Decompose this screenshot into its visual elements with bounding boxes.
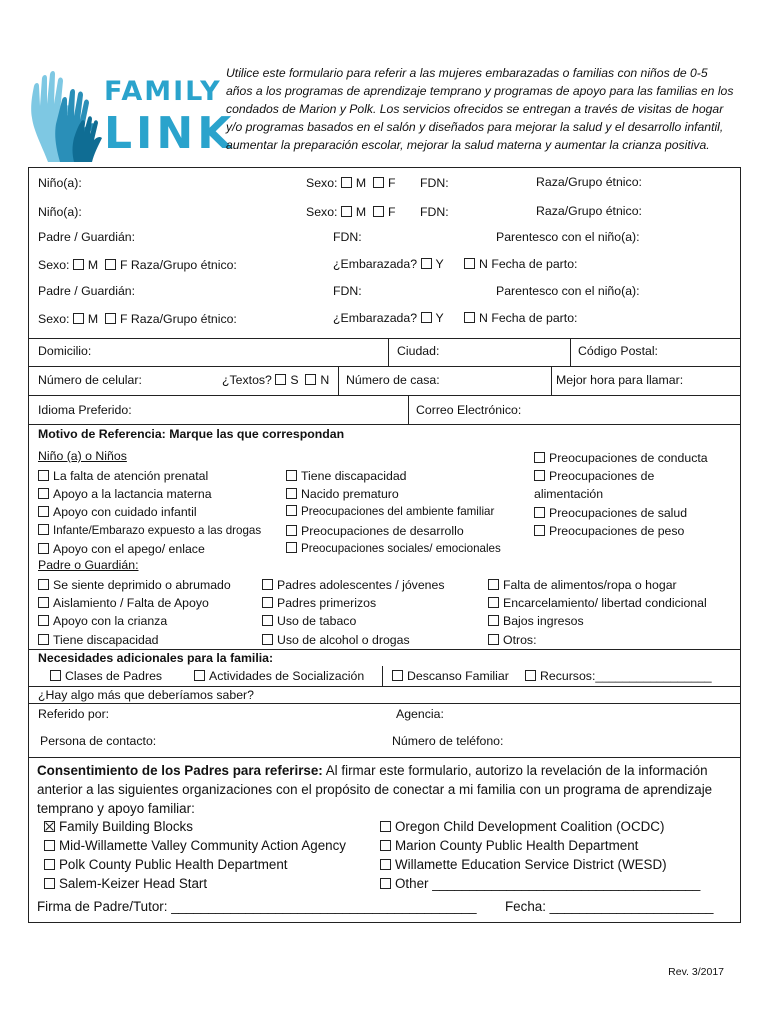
reason-label: Tiene discapacidad bbox=[53, 632, 159, 647]
org-label: Marion County Public Health Department bbox=[395, 838, 639, 853]
parent-reasons-col2 bbox=[262, 576, 444, 649]
reason-checkbox[interactable] bbox=[38, 488, 49, 499]
reason-checkbox[interactable] bbox=[286, 488, 297, 499]
org-item bbox=[44, 817, 346, 836]
reason-item bbox=[38, 467, 261, 485]
org-item bbox=[380, 855, 700, 874]
col-line bbox=[382, 666, 383, 686]
sex-f-checkbox[interactable] bbox=[105, 313, 116, 324]
reason-label: Padres primerizos bbox=[277, 596, 377, 611]
table-right-border bbox=[740, 167, 741, 922]
children-section-label: Niño (a) o Niños bbox=[38, 449, 127, 463]
org-item bbox=[380, 874, 700, 893]
reason-label: Encarcelamiento/ libertad condicional bbox=[503, 596, 707, 611]
child-label: Niño(a): bbox=[38, 205, 82, 219]
reason-checkbox[interactable] bbox=[286, 525, 297, 536]
revision-label: Rev. 3/2017 bbox=[668, 966, 724, 978]
signature-field[interactable]: Firma de Padre/Tutor: _________________________________________ bbox=[37, 899, 477, 914]
consent-title: Consentimiento de los Padres para referirse: bbox=[37, 763, 323, 778]
reason-label: Preocupaciones del ambiente familiar bbox=[301, 505, 495, 519]
pregnant-yes-checkbox[interactable] bbox=[421, 258, 432, 269]
col-line bbox=[338, 366, 339, 395]
reason-checkbox[interactable] bbox=[262, 597, 273, 608]
reason-item bbox=[262, 612, 444, 630]
reason-item bbox=[38, 631, 231, 649]
org-checkbox[interactable] bbox=[44, 878, 55, 889]
parent-label: Padre / Guardián: bbox=[38, 230, 136, 244]
sex-f-label: F bbox=[387, 205, 396, 219]
sex-m-label: M bbox=[87, 312, 99, 326]
reason-item bbox=[38, 612, 231, 630]
need-item bbox=[392, 669, 509, 683]
parent-dob-label: FDN: bbox=[333, 230, 362, 244]
reason-label: Preocupaciones de salud bbox=[549, 505, 688, 520]
child-race-label: Raza/Grupo étnico: bbox=[536, 175, 642, 189]
need-checkbox[interactable] bbox=[392, 670, 403, 681]
org-label: Mid-Willamette Valley Community Action Agency bbox=[59, 838, 347, 853]
row-line bbox=[28, 338, 741, 339]
due-date-label: Fecha de parto: bbox=[491, 311, 578, 325]
reason-checkbox[interactable] bbox=[488, 579, 499, 590]
sex-m-label: M bbox=[87, 258, 99, 272]
col-line bbox=[570, 338, 571, 366]
sex-m-checkbox[interactable] bbox=[73, 313, 84, 324]
child-sex-group bbox=[306, 205, 395, 219]
reason-item bbox=[286, 540, 501, 558]
child-dob-label: FDN: bbox=[420, 176, 449, 190]
pregnant-group bbox=[333, 257, 444, 271]
reason-checkbox[interactable] bbox=[534, 525, 545, 536]
col-line bbox=[551, 366, 552, 395]
need-item bbox=[50, 669, 162, 683]
reason-label: Preocupaciones sociales/ emocionales bbox=[301, 541, 501, 555]
cell-phone-label: Número de celular: bbox=[38, 373, 142, 387]
sex-m-checkbox[interactable] bbox=[341, 177, 352, 188]
sex-label: Sexo: bbox=[306, 205, 338, 219]
reason-label: Preocupaciones de conducta bbox=[549, 451, 708, 465]
texts-group bbox=[222, 373, 329, 387]
reason-label-cont: alimentación bbox=[534, 487, 604, 502]
consent-paragraph bbox=[37, 761, 737, 818]
phone-number-label: Número de teléfono: bbox=[392, 734, 504, 748]
reason-item bbox=[534, 449, 708, 467]
reason-item bbox=[38, 503, 261, 521]
reason-label: La falta de atención prenatal bbox=[53, 469, 209, 483]
child-race-label: Raza/Grupo étnico: bbox=[536, 204, 642, 218]
reason-checkbox[interactable] bbox=[38, 597, 49, 608]
contact-person-label: Persona de contacto: bbox=[40, 734, 157, 748]
pregnant-no-group bbox=[464, 257, 577, 271]
zip-label: Código Postal: bbox=[578, 344, 658, 358]
family-link-logo bbox=[26, 66, 236, 166]
orgs-left bbox=[44, 817, 346, 893]
pregnant-no-group bbox=[464, 311, 577, 325]
pregnant-yes-label: Y bbox=[435, 311, 444, 325]
table-left-border bbox=[28, 167, 29, 922]
reason-checkbox[interactable] bbox=[534, 452, 545, 463]
row-line bbox=[28, 424, 741, 425]
child-dob-label: FDN: bbox=[420, 205, 449, 219]
parent-race-label: Raza/Grupo étnico: bbox=[130, 258, 237, 272]
org-label: Family Building Blocks bbox=[59, 819, 193, 834]
org-label: Oregon Child Development Coalition (OCDC) bbox=[395, 819, 665, 834]
reason-item bbox=[38, 576, 231, 594]
more-info-label: ¿Hay algo más que deberíamos saber? bbox=[38, 688, 254, 702]
row-line bbox=[28, 649, 741, 650]
reason-label: Apoyo con la crianza bbox=[53, 614, 168, 629]
texts-yes-checkbox[interactable] bbox=[275, 374, 286, 385]
reason-label: Preocupaciones de desarrollo bbox=[301, 523, 464, 538]
reason-item bbox=[534, 467, 708, 485]
row-line bbox=[28, 686, 741, 687]
reason-item bbox=[286, 467, 501, 485]
reason-label: Falta de alimentos/ropa o hogar bbox=[503, 578, 677, 592]
logo-text-family: FAMILY bbox=[104, 76, 222, 107]
row-line bbox=[28, 395, 741, 396]
sex-f-checkbox[interactable] bbox=[105, 259, 116, 270]
reason-checkbox[interactable] bbox=[38, 579, 49, 590]
reason-checkbox[interactable] bbox=[38, 615, 49, 626]
pregnant-no-checkbox[interactable] bbox=[464, 258, 475, 269]
org-checkbox[interactable] bbox=[380, 878, 391, 889]
org-label: Willamette Education Service District (WESD) bbox=[395, 857, 667, 872]
row-line bbox=[28, 757, 741, 758]
city-label: Ciudad: bbox=[397, 344, 440, 358]
pregnant-label: ¿Embarazada? bbox=[333, 311, 418, 325]
reason-item bbox=[534, 504, 708, 522]
parent-race-label: Raza/Grupo étnico: bbox=[130, 312, 237, 326]
reason-checkbox[interactable] bbox=[262, 579, 273, 590]
sex-label: Sexo: bbox=[38, 258, 70, 272]
row-line bbox=[28, 703, 741, 704]
need-checkbox[interactable] bbox=[525, 670, 536, 681]
child-label: Niño(a): bbox=[38, 176, 82, 190]
org-item bbox=[44, 855, 346, 874]
date-field[interactable]: Fecha: ______________________ bbox=[505, 899, 714, 914]
sex-f-checkbox[interactable] bbox=[373, 206, 384, 217]
need-label: Clases de Padres bbox=[65, 669, 163, 683]
address-label: Domicilio: bbox=[38, 344, 92, 358]
need-label: Descanso Familiar bbox=[407, 669, 509, 683]
org-checkbox-checked[interactable] bbox=[44, 821, 55, 832]
row-line bbox=[28, 167, 741, 168]
sex-f-label: F bbox=[387, 176, 396, 190]
reason-item bbox=[38, 594, 231, 612]
reason-label: Preocupaciones de bbox=[549, 469, 655, 484]
email-label: Correo Electrónico: bbox=[416, 403, 522, 417]
reason-label: Apoyo con el apego/ enlace bbox=[53, 541, 205, 556]
parent-reasons-col1 bbox=[38, 576, 231, 649]
reason-label: Apoyo con cuidado infantil bbox=[53, 505, 197, 520]
referred-by-label: Referido por: bbox=[38, 707, 110, 721]
children-reasons-col2 bbox=[286, 467, 501, 558]
row-line bbox=[28, 922, 741, 923]
need-checkbox[interactable] bbox=[194, 670, 205, 681]
children-reasons-col1 bbox=[38, 467, 261, 558]
org-label: Salem-Keizer Head Start bbox=[59, 876, 208, 891]
need-label: Actividades de Socialización bbox=[209, 669, 365, 683]
consent-text: Al firmar este formulario, autorizo la revelación de la información anterior a las siguientes organizaciones con el propósito de conectar a mi familia con un programa de aprendizaje temprano y apoyo familiar: bbox=[37, 763, 713, 816]
reason-label: Bajos ingresos bbox=[503, 614, 584, 629]
language-label: Idioma Preferido: bbox=[38, 403, 132, 417]
reason-label: Nacido prematuro bbox=[301, 487, 399, 502]
need-item bbox=[194, 669, 364, 683]
pregnant-no-label: N bbox=[479, 257, 488, 271]
reason-item bbox=[38, 522, 261, 540]
reason-checkbox[interactable] bbox=[286, 470, 297, 481]
parent-label: Padre / Guardián: bbox=[38, 284, 136, 298]
reason-checkbox[interactable] bbox=[38, 506, 49, 517]
sex-m-label: M bbox=[355, 205, 367, 219]
reason-checkbox[interactable] bbox=[534, 507, 545, 518]
reason-label: Otros: bbox=[503, 632, 537, 647]
org-checkbox[interactable] bbox=[380, 859, 391, 870]
reason-checkbox[interactable] bbox=[262, 615, 273, 626]
org-item bbox=[380, 836, 700, 855]
reason-label: Apoyo a la lactancia materna bbox=[53, 487, 212, 502]
orgs-right bbox=[380, 817, 700, 893]
parent-dob-label: FDN: bbox=[333, 284, 362, 298]
texts-label: ¿Textos? bbox=[222, 373, 272, 387]
reason-checkbox[interactable] bbox=[534, 470, 545, 481]
reason-item bbox=[286, 522, 501, 540]
reason-checkbox[interactable] bbox=[488, 597, 499, 608]
intro-text: Utilice este formulario para referir a las mujeres embarazadas o familias con niños de 0-5 años a los programas de aprendizaje temprano y programas de apoyo para las familias en los condados de Marion y Polk. Los servicios ofrecidos se entregan a través de visitas de hogar y/o programas basados en el salón y diseñados para mejorar la salud y el desarrollo infantil, aumentar la preparación escolar, mejorar la salud materna y aumentar la crianza positiva. bbox=[226, 66, 734, 152]
pregnant-label: ¿Embarazada? bbox=[333, 257, 418, 271]
reason-checkbox[interactable] bbox=[286, 505, 297, 516]
org-checkbox[interactable] bbox=[44, 840, 55, 851]
due-date-label: Fecha de parto: bbox=[491, 257, 578, 271]
additional-needs-title: Necesidades adicionales para la familia: bbox=[38, 651, 274, 665]
col-line bbox=[408, 395, 409, 424]
org-item bbox=[44, 874, 346, 893]
reason-item bbox=[262, 576, 444, 594]
best-time-label: Mejor hora para llamar: bbox=[556, 373, 684, 387]
home-phone-label: Número de casa: bbox=[346, 373, 440, 387]
parent-relationship-label: Parentesco con el niño(a): bbox=[496, 284, 640, 298]
sex-f-label: F bbox=[119, 312, 128, 326]
need-checkbox[interactable] bbox=[50, 670, 61, 681]
org-label: Other ____________________________________ bbox=[395, 876, 701, 891]
sex-m-label: M bbox=[355, 176, 367, 190]
org-label: Polk County Public Health Department bbox=[59, 857, 288, 872]
reason-label: Preocupaciones de peso bbox=[549, 523, 685, 538]
referral-reason-title: Motivo de Referencia: Marque las que correspondan bbox=[38, 427, 345, 441]
row-line bbox=[28, 366, 741, 367]
org-checkbox[interactable] bbox=[380, 840, 391, 851]
parent-sex-group bbox=[38, 258, 237, 272]
reason-item bbox=[488, 612, 707, 630]
reason-item bbox=[262, 594, 444, 612]
sex-f-label: F bbox=[119, 258, 128, 272]
texts-no-label: N bbox=[320, 373, 330, 387]
org-item bbox=[380, 817, 700, 836]
parent-sex-group bbox=[38, 312, 237, 326]
children-reasons-col3 bbox=[534, 449, 708, 540]
sex-label: Sexo: bbox=[38, 312, 70, 326]
reason-label: Uso de tabaco bbox=[277, 614, 357, 629]
pregnant-yes-checkbox[interactable] bbox=[421, 312, 432, 323]
parent-reasons-col3 bbox=[488, 576, 707, 649]
sex-m-checkbox[interactable] bbox=[341, 206, 352, 217]
sex-label: Sexo: bbox=[306, 176, 338, 190]
reason-item bbox=[38, 485, 261, 503]
agency-label: Agencia: bbox=[396, 707, 444, 721]
pregnant-yes-label: Y bbox=[435, 257, 444, 271]
need-item bbox=[525, 669, 712, 683]
reason-checkbox[interactable] bbox=[488, 634, 499, 645]
reason-label: Uso de alcohol o drogas bbox=[277, 632, 410, 647]
reason-checkbox[interactable] bbox=[286, 542, 297, 553]
reason-label: Infante/Embarazo expuesto a las drogas bbox=[53, 523, 262, 537]
reason-item bbox=[534, 522, 708, 540]
sex-m-checkbox[interactable] bbox=[73, 259, 84, 270]
parent-relationship-label: Parentesco con el niño(a): bbox=[496, 230, 640, 244]
reason-label: Padres adolescentes / jóvenes bbox=[277, 578, 445, 592]
reason-checkbox[interactable] bbox=[38, 524, 49, 535]
reason-item bbox=[286, 503, 501, 521]
reason-item bbox=[488, 576, 707, 594]
reason-item bbox=[286, 485, 501, 503]
parent-section-label: Padre o Guardián: bbox=[38, 558, 139, 572]
org-item bbox=[44, 836, 346, 855]
reason-item bbox=[38, 540, 261, 558]
pregnant-no-checkbox[interactable] bbox=[464, 312, 475, 323]
reason-checkbox[interactable] bbox=[488, 615, 499, 626]
org-checkbox[interactable] bbox=[380, 821, 391, 832]
reason-checkbox[interactable] bbox=[262, 634, 273, 645]
texts-no-checkbox[interactable] bbox=[305, 374, 316, 385]
reason-label: Tiene discapacidad bbox=[301, 469, 407, 483]
pregnant-group bbox=[333, 311, 444, 325]
org-checkbox[interactable] bbox=[44, 859, 55, 870]
reason-checkbox[interactable] bbox=[38, 470, 49, 481]
logo-text-link: LINK bbox=[104, 108, 236, 159]
col-line bbox=[388, 338, 389, 366]
child-sex-group bbox=[306, 176, 395, 190]
need-label: Recursos:_________________ bbox=[540, 669, 712, 683]
reason-label: Se siente deprimido o abrumado bbox=[53, 578, 231, 592]
reason-item bbox=[488, 594, 707, 612]
sex-f-checkbox[interactable] bbox=[373, 177, 384, 188]
reason-checkbox[interactable] bbox=[38, 634, 49, 645]
reason-item bbox=[488, 631, 707, 649]
texts-yes-label: S bbox=[290, 373, 299, 387]
reason-label: Aislamiento / Falta de Apoyo bbox=[53, 596, 209, 611]
reason-item bbox=[262, 631, 444, 649]
hands-logo-icon bbox=[26, 66, 106, 166]
reason-checkbox[interactable] bbox=[38, 543, 49, 554]
pregnant-no-label: N bbox=[479, 311, 488, 325]
